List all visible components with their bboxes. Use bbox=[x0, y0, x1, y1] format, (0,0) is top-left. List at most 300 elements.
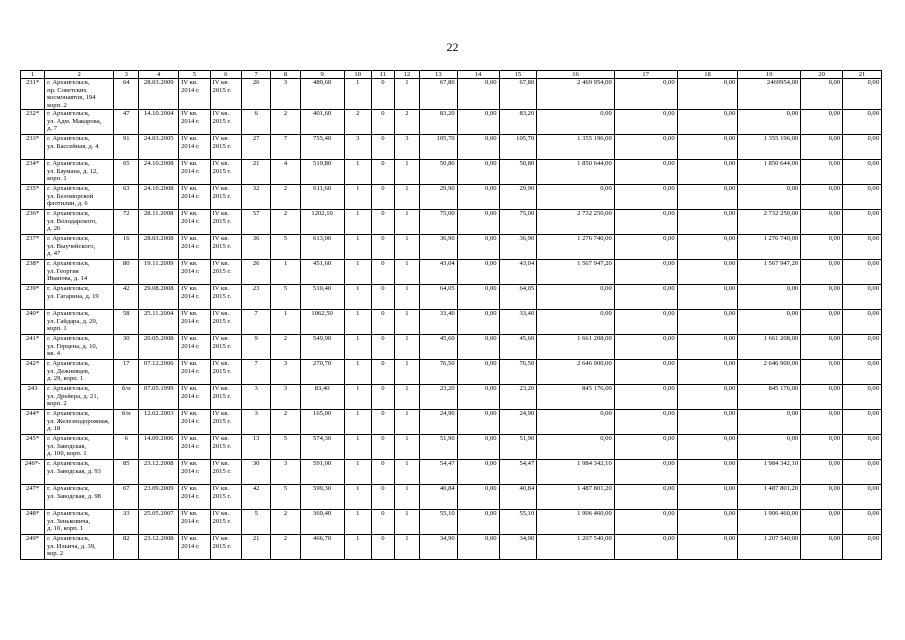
table-cell: 14.10.2004 bbox=[139, 110, 179, 135]
table-cell: 0,00 bbox=[677, 285, 738, 310]
table-cell: IV кв. 2015 г. bbox=[210, 360, 241, 385]
table-cell: 1 276 740,00 bbox=[537, 235, 615, 260]
table-row bbox=[21, 235, 882, 260]
table-cell: б/н bbox=[114, 385, 139, 410]
table-cell: 2 bbox=[271, 185, 300, 210]
table-cell: 0,00 bbox=[677, 510, 738, 535]
column-header-15: 15 bbox=[499, 71, 537, 79]
table-cell: 0,00 bbox=[677, 260, 738, 285]
table-cell: 76,50 bbox=[419, 360, 457, 385]
table-cell: 34,90 bbox=[419, 535, 457, 560]
table-cell: 0,00 bbox=[801, 135, 843, 160]
table-cell: 0,00 bbox=[457, 360, 499, 385]
table-cell: 1 bbox=[394, 185, 419, 210]
table-cell: 07.12.2006 bbox=[139, 360, 179, 385]
table-row bbox=[21, 335, 882, 360]
table-row bbox=[21, 435, 882, 460]
table-cell: 234* bbox=[21, 160, 45, 185]
table-cell: 0,00 bbox=[738, 110, 801, 135]
table-cell: 3 bbox=[344, 135, 371, 160]
table-cell: г. Архангельск, ул. Железнодорожная, д. 18 bbox=[45, 410, 114, 435]
table-cell: 1 bbox=[344, 260, 371, 285]
table-cell: 0,00 bbox=[614, 210, 677, 235]
table-cell: 2 732 250,00 bbox=[537, 210, 615, 235]
table-cell: 1 bbox=[394, 160, 419, 185]
table-cell: 1 984 342,10 bbox=[537, 460, 615, 485]
table-cell: 1 984 342,10 bbox=[738, 460, 801, 485]
table-cell: 76,50 bbox=[499, 360, 537, 385]
table-cell: 0 bbox=[371, 285, 394, 310]
table-cell: 34,90 bbox=[499, 535, 537, 560]
table-cell: 1 487 801,20 bbox=[537, 485, 615, 510]
column-header-7: 7 bbox=[241, 71, 270, 79]
table-cell: 1 bbox=[394, 385, 419, 410]
table-cell: IV кв. 2015 г. bbox=[210, 335, 241, 360]
table-cell: г. Архангельск, ул. Володарского, д. 26 bbox=[45, 210, 114, 235]
table-cell: 25.05.2007 bbox=[139, 510, 179, 535]
table-cell: IV кв. 2014 г. bbox=[179, 510, 210, 535]
table-cell: г. Архангельск, ул. Заводская, д. 93 bbox=[45, 460, 114, 485]
table-cell: 1 355 196,00 bbox=[738, 135, 801, 160]
table-cell: 1 850 644,00 bbox=[537, 160, 615, 185]
table-cell: IV кв. 2014 г. bbox=[179, 485, 210, 510]
table-cell: 21 bbox=[241, 535, 270, 560]
table-cell: 7 bbox=[241, 360, 270, 385]
table-cell: 0,00 bbox=[801, 410, 843, 435]
table-cell: 5 bbox=[271, 285, 300, 310]
table-cell: 1 bbox=[344, 485, 371, 510]
table-cell: 246*- bbox=[21, 460, 45, 485]
table-cell: IV кв. 2014 г. bbox=[179, 435, 210, 460]
table-cell: 0 bbox=[371, 335, 394, 360]
table-cell: 0,00 bbox=[537, 185, 615, 210]
table-cell: 1 355 196,00 bbox=[537, 135, 615, 160]
table-cell: 249* bbox=[21, 535, 45, 560]
table-cell: 47 bbox=[114, 110, 139, 135]
table-cell: 270,70 bbox=[300, 360, 344, 385]
table-cell: 2 bbox=[271, 110, 300, 135]
table-cell: 1 bbox=[344, 310, 371, 335]
table-cell: 1 906 460,00 bbox=[537, 510, 615, 535]
table-cell: 25.11.2004 bbox=[139, 310, 179, 335]
table-cell: 2 bbox=[271, 210, 300, 235]
table-cell: 755,40 bbox=[300, 135, 344, 160]
table-cell: 0,00 bbox=[801, 185, 843, 210]
table-cell: 0,00 bbox=[537, 435, 615, 460]
table-cell: 29,90 bbox=[499, 185, 537, 210]
table-cell: г. Архангельск, ул. Заводская, д. 100, корп. 1 bbox=[45, 435, 114, 460]
table-cell: IV кв. 2015 г. bbox=[210, 160, 241, 185]
table-cell: 55,10 bbox=[419, 510, 457, 535]
table-cell: IV кв. 2015 г. bbox=[210, 510, 241, 535]
table-cell: 243 bbox=[21, 385, 45, 410]
table-cell: г. Архангельск, ул. Дежневцев, д. 29, корп. 1 bbox=[45, 360, 114, 385]
table-cell: IV кв. 2014 г. bbox=[179, 135, 210, 160]
table-cell: 0,00 bbox=[677, 210, 738, 235]
table-cell: IV кв. 2014 г. bbox=[179, 285, 210, 310]
table-cell: 0,00 bbox=[457, 310, 499, 335]
column-header-4: 4 bbox=[139, 71, 179, 79]
table-cell: 2 bbox=[271, 335, 300, 360]
table-cell: 0 bbox=[371, 135, 394, 160]
table-cell: IV кв. 2015 г. bbox=[210, 535, 241, 560]
table-cell: 0,00 bbox=[738, 185, 801, 210]
table-cell: 0,00 bbox=[614, 135, 677, 160]
column-header-5: 5 bbox=[179, 71, 210, 79]
table-cell: 0,00 bbox=[843, 310, 882, 335]
table-cell: 24.10.2008 bbox=[139, 160, 179, 185]
table-cell: 242* bbox=[21, 360, 45, 385]
table-cell: 0,00 bbox=[843, 335, 882, 360]
table-cell: 24.10.2008 bbox=[139, 185, 179, 210]
column-header-9: 9 bbox=[300, 71, 344, 79]
table-cell: 1 bbox=[344, 360, 371, 385]
table-cell: 2 bbox=[394, 110, 419, 135]
table-row bbox=[21, 460, 882, 485]
table-cell: IV кв. 2015 г. bbox=[210, 310, 241, 335]
table-cell: 0,00 bbox=[614, 110, 677, 135]
table-cell: IV кв. 2015 г. bbox=[210, 285, 241, 310]
table-cell: 105,70 bbox=[419, 135, 457, 160]
table-cell: 20.05.2008 bbox=[139, 335, 179, 360]
table-cell: 0,00 bbox=[843, 485, 882, 510]
table-cell: 32 bbox=[241, 185, 270, 210]
table-cell: 0,00 bbox=[457, 210, 499, 235]
table-cell: 2 646 900,00 bbox=[738, 360, 801, 385]
table-cell: 1 bbox=[394, 310, 419, 335]
table-cell: 1 567 947,20 bbox=[738, 260, 801, 285]
table-cell: 466,70 bbox=[300, 535, 344, 560]
table-row bbox=[21, 385, 882, 410]
table-cell: IV кв. 2015 г. bbox=[210, 410, 241, 435]
table-cell: 0,00 bbox=[843, 210, 882, 235]
table-cell: IV кв. 2014 г. bbox=[179, 385, 210, 410]
table-cell: 0,00 bbox=[801, 485, 843, 510]
table-cell: 1 850 644,00 bbox=[738, 160, 801, 185]
table-cell: 0,00 bbox=[614, 510, 677, 535]
table-cell: 105,70 bbox=[499, 135, 537, 160]
table-cell: г. Архангельск, ул. Гагарина, д. 19 bbox=[45, 285, 114, 310]
table-cell: 239* bbox=[21, 285, 45, 310]
table-cell: 0,00 bbox=[677, 460, 738, 485]
table-cell: 0,00 bbox=[738, 285, 801, 310]
table-cell: 241* bbox=[21, 335, 45, 360]
table-cell: 0,00 bbox=[843, 385, 882, 410]
table-cell: 7 bbox=[241, 310, 270, 335]
table-cell: 0,00 bbox=[677, 335, 738, 360]
table-cell: 0,00 bbox=[677, 110, 738, 135]
table-cell: 1 567 947,20 bbox=[537, 260, 615, 285]
table-cell: 1202,10 bbox=[300, 210, 344, 235]
table-cell: 240* bbox=[21, 310, 45, 335]
table-cell: г. Архангельск, ул. Герцена, д. 10, кв. 4 bbox=[45, 335, 114, 360]
table-cell: 30 bbox=[114, 335, 139, 360]
table-cell: 248* bbox=[21, 510, 45, 535]
column-header-12: 12 bbox=[394, 71, 419, 79]
table-cell: 36,90 bbox=[499, 235, 537, 260]
table-cell: 43,04 bbox=[499, 260, 537, 285]
table-cell: 1 bbox=[394, 285, 419, 310]
table-row bbox=[21, 360, 882, 385]
table-cell: 0,00 bbox=[677, 79, 738, 110]
table-cell: 14.09.2006 bbox=[139, 435, 179, 460]
table-cell: 0,00 bbox=[457, 79, 499, 110]
table-cell: 67 bbox=[114, 485, 139, 510]
table-cell: 0 bbox=[371, 510, 394, 535]
table-cell: 54,47 bbox=[499, 460, 537, 485]
table-cell: 0,00 bbox=[677, 485, 738, 510]
column-header-18: 18 bbox=[677, 71, 738, 79]
table-cell: г. Архангельск, ул. Зеньковича, д. 10, корп. 1 bbox=[45, 510, 114, 535]
table-cell: г. Архангельск, ул. Гайдара, д. 29, корп. 1 bbox=[45, 310, 114, 335]
table-cell: 0,00 bbox=[843, 435, 882, 460]
column-header-10: 10 bbox=[344, 71, 371, 79]
table-cell: 72 bbox=[114, 210, 139, 235]
table-cell: 1 bbox=[344, 210, 371, 235]
table-cell: 0,00 bbox=[738, 410, 801, 435]
table-cell: IV кв. 2015 г. bbox=[210, 260, 241, 285]
table-cell: 58 bbox=[114, 310, 139, 335]
table-cell: 0,00 bbox=[537, 410, 615, 435]
table-row bbox=[21, 110, 882, 135]
table-cell: 3 bbox=[241, 410, 270, 435]
table-cell: 30 bbox=[241, 460, 270, 485]
table-cell: 236* bbox=[21, 210, 45, 235]
table-cell: 24.03.2005 bbox=[139, 135, 179, 160]
table-cell: 0,00 bbox=[677, 185, 738, 210]
table-cell: г. Архангельск, ул. Адм. Макарова, д. 7 bbox=[45, 110, 114, 135]
table-cell: 245* bbox=[21, 435, 45, 460]
table-cell: 0,00 bbox=[457, 535, 499, 560]
table-cell: IV кв. 2015 г. bbox=[210, 135, 241, 160]
table-cell: 0,00 bbox=[614, 160, 677, 185]
table-cell: 0,00 bbox=[457, 260, 499, 285]
table-cell: 1 bbox=[271, 260, 300, 285]
table-cell: г. Архангельск, ул. Дрейера, д. 21, корп. 2 bbox=[45, 385, 114, 410]
table-cell: 1 bbox=[344, 535, 371, 560]
table-cell: 0,00 bbox=[738, 310, 801, 335]
table-cell: 0,00 bbox=[801, 360, 843, 385]
table-cell: IV кв. 2014 г. bbox=[179, 160, 210, 185]
table-cell: IV кв. 2014 г. bbox=[179, 260, 210, 285]
table-cell: 0,00 bbox=[801, 79, 843, 110]
table-cell: 232* bbox=[21, 110, 45, 135]
table-cell: 23.12.2008 bbox=[139, 535, 179, 560]
table-cell: 0 bbox=[371, 185, 394, 210]
table-cell: г. Архангельск, ул. Бассейная, д. 4 bbox=[45, 135, 114, 160]
table-cell: IV кв. 2014 г. bbox=[179, 110, 210, 135]
table-cell: 0 bbox=[371, 435, 394, 460]
table-cell: 0,00 bbox=[843, 260, 882, 285]
column-header-3: 3 bbox=[114, 71, 139, 79]
table-cell: 0,00 bbox=[801, 235, 843, 260]
table-cell: 6 bbox=[241, 110, 270, 135]
table-cell: 33 bbox=[114, 510, 139, 535]
table-cell: 845 176,00 bbox=[738, 385, 801, 410]
table-cell: 0,00 bbox=[614, 185, 677, 210]
column-header-1: 1 bbox=[21, 71, 45, 79]
table-cell: 28.03.2008 bbox=[139, 235, 179, 260]
table-cell: IV кв. 2014 г. bbox=[179, 535, 210, 560]
table-cell: 83,20 bbox=[499, 110, 537, 135]
table-cell: 28.03.2009 bbox=[139, 79, 179, 110]
table-cell: 2 732 250,00 bbox=[738, 210, 801, 235]
column-header-13: 13 bbox=[419, 71, 457, 79]
table-cell: IV кв. 2014 г. bbox=[179, 235, 210, 260]
table-cell: 17 bbox=[114, 360, 139, 385]
table-cell: IV кв. 2015 г. bbox=[210, 485, 241, 510]
table-cell: IV кв. 2014 г. bbox=[179, 185, 210, 210]
table-cell: 40,84 bbox=[419, 485, 457, 510]
table-cell: 0 bbox=[371, 385, 394, 410]
table-cell: 29.08.2008 bbox=[139, 285, 179, 310]
table-cell: 0,00 bbox=[843, 135, 882, 160]
table-cell: 23.12.2008 bbox=[139, 460, 179, 485]
table-cell: 23 bbox=[241, 285, 270, 310]
table-cell: г. Архангельск, ул. Заводская, д. 98 bbox=[45, 485, 114, 510]
table-cell: 6 bbox=[114, 435, 139, 460]
column-header-2: 2 bbox=[45, 71, 114, 79]
table-cell: 54,47 bbox=[419, 460, 457, 485]
table-cell: IV кв. 2015 г. bbox=[210, 110, 241, 135]
table-cell: 1 bbox=[394, 235, 419, 260]
table-cell: 67,80 bbox=[499, 79, 537, 110]
table-cell: 0,00 bbox=[614, 310, 677, 335]
table-cell: 27 bbox=[241, 135, 270, 160]
table-cell: 0 bbox=[371, 460, 394, 485]
table-cell: 0,00 bbox=[614, 235, 677, 260]
table-cell: 0,00 bbox=[614, 460, 677, 485]
table-cell: 28.11.2008 bbox=[139, 210, 179, 235]
table-cell: 1 bbox=[344, 460, 371, 485]
table-cell: 0,00 bbox=[843, 510, 882, 535]
table-cell: 0,00 bbox=[801, 310, 843, 335]
table-cell: 247* bbox=[21, 485, 45, 510]
table-cell: IV кв. 2014 г. bbox=[179, 410, 210, 435]
table-cell: 0 bbox=[371, 360, 394, 385]
table-cell: 0,00 bbox=[537, 110, 615, 135]
table-cell: 1 bbox=[394, 510, 419, 535]
table-row bbox=[21, 260, 882, 285]
table-cell: 0 bbox=[371, 535, 394, 560]
table-cell: 0,00 bbox=[801, 435, 843, 460]
table-cell: 0,00 bbox=[457, 185, 499, 210]
table-cell: 0,00 bbox=[677, 535, 738, 560]
table-cell: 2 bbox=[271, 510, 300, 535]
table-cell: 33,40 bbox=[419, 310, 457, 335]
table-cell: 67,80 bbox=[419, 79, 457, 110]
table-cell: 1 bbox=[394, 79, 419, 110]
table-cell: 0,00 bbox=[677, 385, 738, 410]
table-cell: 2 469 954,00 bbox=[537, 79, 615, 110]
table-cell: IV кв. 2015 г. bbox=[210, 460, 241, 485]
table-cell: 1 661 208,00 bbox=[738, 335, 801, 360]
table-row bbox=[21, 410, 882, 435]
column-header-20: 20 bbox=[801, 71, 843, 79]
table-row bbox=[21, 210, 882, 235]
table-cell: 1 207 540,00 bbox=[738, 535, 801, 560]
table-cell: 0 bbox=[371, 110, 394, 135]
table-cell: 1 487 801,20 bbox=[738, 485, 801, 510]
table-cell: 36 bbox=[241, 235, 270, 260]
table-cell: 40,84 bbox=[499, 485, 537, 510]
table-cell: 57 bbox=[241, 210, 270, 235]
table-cell: 16 bbox=[114, 235, 139, 260]
table-cell: 1 bbox=[344, 285, 371, 310]
table-cell: 1 bbox=[344, 510, 371, 535]
table-cell: 0,00 bbox=[457, 335, 499, 360]
table-cell: 165,00 bbox=[300, 410, 344, 435]
table-cell: 238* bbox=[21, 260, 45, 285]
table-cell: 0,00 bbox=[843, 235, 882, 260]
table-cell: 50,80 bbox=[499, 160, 537, 185]
table-cell: г. Архангельск, ул. Беломорской флотилии, д. 6 bbox=[45, 185, 114, 210]
table-cell: IV кв. 2014 г. bbox=[179, 210, 210, 235]
table-cell: 0,00 bbox=[457, 110, 499, 135]
table-cell: 0,00 bbox=[677, 435, 738, 460]
table-cell: 1 bbox=[344, 335, 371, 360]
table-cell: 0,00 bbox=[843, 410, 882, 435]
table-cell: 0,00 bbox=[843, 535, 882, 560]
table-cell: 0,00 bbox=[457, 485, 499, 510]
table-cell: 1 bbox=[344, 79, 371, 110]
table-cell: 574,30 bbox=[300, 435, 344, 460]
table-cell: 36,90 bbox=[419, 235, 457, 260]
table-cell: 0,00 bbox=[537, 310, 615, 335]
table-cell: IV кв. 2014 г. bbox=[179, 360, 210, 385]
table-cell: 55,10 bbox=[499, 510, 537, 535]
table-cell: 1 bbox=[394, 360, 419, 385]
table-cell: 0,00 bbox=[801, 510, 843, 535]
table-cell: 51,90 bbox=[499, 435, 537, 460]
table-cell: 0,00 bbox=[614, 385, 677, 410]
table-cell: 0 bbox=[371, 260, 394, 285]
table-cell: IV кв. 2015 г. bbox=[210, 435, 241, 460]
table-cell: IV кв. 2014 г. bbox=[179, 79, 210, 110]
table-row bbox=[21, 160, 882, 185]
table-cell: 24,90 bbox=[499, 410, 537, 435]
table-row bbox=[21, 510, 882, 535]
table-cell: 26 bbox=[241, 260, 270, 285]
table-row bbox=[21, 185, 882, 210]
table-cell: 1 bbox=[394, 335, 419, 360]
table-cell: 2 bbox=[344, 110, 371, 135]
table-cell: 45,60 bbox=[419, 335, 457, 360]
table-cell: 1 bbox=[344, 185, 371, 210]
table-cell: 1 bbox=[394, 485, 419, 510]
table-cell: 3 bbox=[271, 79, 300, 110]
table-cell: 0,00 bbox=[801, 385, 843, 410]
table-cell: 0 bbox=[371, 485, 394, 510]
table-cell: 2 bbox=[271, 535, 300, 560]
table-cell: 2469954,00 bbox=[738, 79, 801, 110]
column-header-19: 19 bbox=[738, 71, 801, 79]
table-cell: 64,05 bbox=[419, 285, 457, 310]
table-cell: 1 bbox=[344, 160, 371, 185]
table-cell: 24,90 bbox=[419, 410, 457, 435]
table-cell: 235* bbox=[21, 185, 45, 210]
table-cell: 51,90 bbox=[419, 435, 457, 460]
table-cell: 5 bbox=[271, 435, 300, 460]
table-cell: 75,00 bbox=[419, 210, 457, 235]
table-cell: 7 bbox=[271, 135, 300, 160]
table-row bbox=[21, 79, 882, 110]
table-cell: 231* bbox=[21, 79, 45, 110]
table-cell: 29,90 bbox=[419, 185, 457, 210]
table-cell: 0,00 bbox=[677, 310, 738, 335]
table-cell: 0,00 bbox=[677, 360, 738, 385]
table-cell: 19.11.2009 bbox=[139, 260, 179, 285]
